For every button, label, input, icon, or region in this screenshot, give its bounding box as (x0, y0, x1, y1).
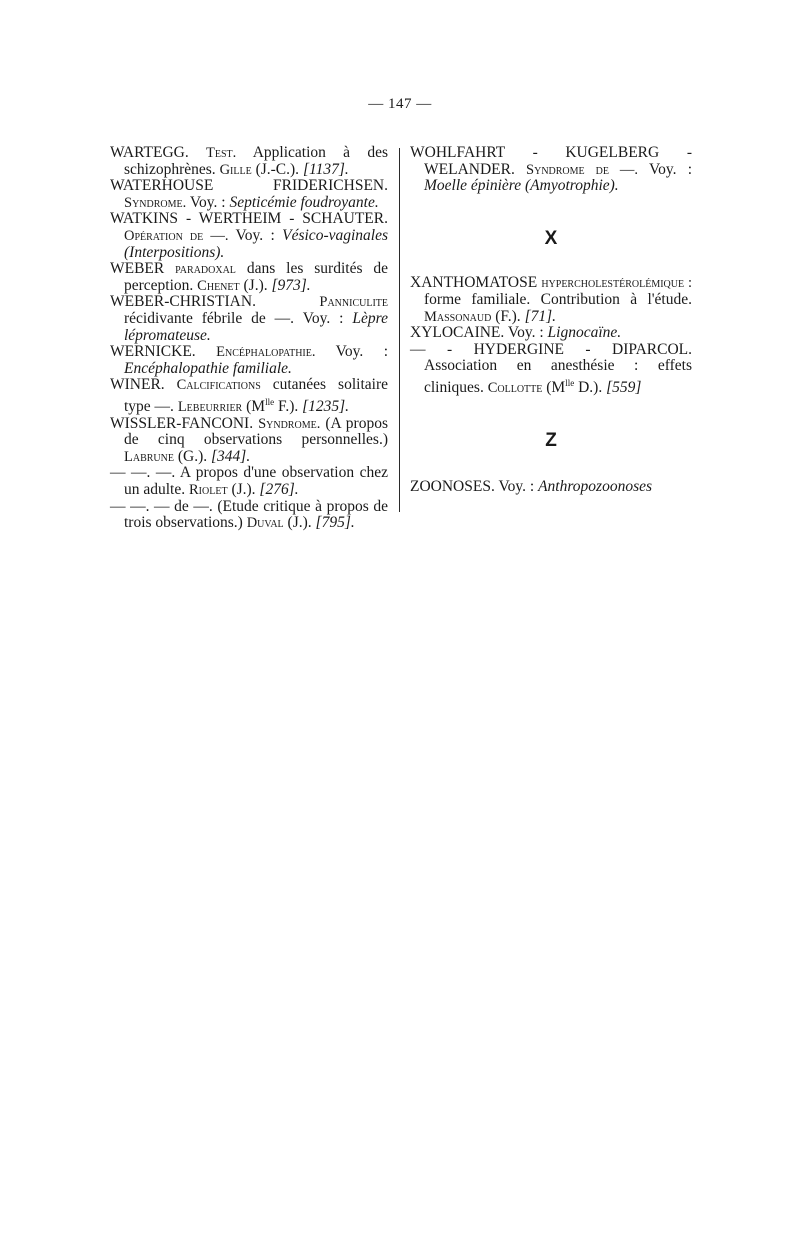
entry-voy: Voy. : (302, 309, 344, 327)
right-column (410, 145, 692, 496)
entry-author: Lebeurrier (177, 399, 243, 416)
entry-see-also: Moelle épinière (Amyotrophie). (424, 177, 619, 195)
index-entry-zoonoses (410, 479, 692, 496)
entry-qualifier: Syndrome de —. (526, 161, 639, 178)
column-divider (399, 148, 400, 512)
entry-heading: WARTEGG. (110, 144, 189, 161)
entry-reference: [559] (606, 379, 642, 397)
entry-see-also: Septicémie foudroyante. (229, 193, 379, 211)
entry-qualifier: Encéphalopathie. (216, 344, 316, 361)
index-entry-waterhouse (110, 178, 388, 211)
entry-heading: WEBER-CHRISTIAN. (110, 293, 256, 311)
entry-reference: [344]. (211, 447, 251, 465)
index-subentry (110, 499, 388, 532)
entry-text: (Etude critique à propos de trois observations.) (124, 497, 389, 532)
entry-author: Massonaud (424, 308, 492, 325)
entry-reference: [795]. (315, 514, 355, 532)
entry-text: Application à des schizophrènes. (124, 144, 388, 178)
subentry-dash: — —. — de —. (110, 497, 213, 515)
entry-see-also: Lèpre lépromateuse. (124, 309, 388, 344)
entry-author-initials: (M (546, 379, 566, 397)
entry-qualifier: Panniculite (319, 294, 388, 311)
entry-author-initials: (J.-C.). (255, 160, 300, 178)
entry-heading: WEBER (110, 260, 165, 278)
entry-reference: [71]. (524, 307, 557, 325)
entry-voy: Voy. : (507, 324, 544, 342)
entry-qualifier: Syndrome. (258, 415, 321, 432)
index-entry-watkins (110, 211, 388, 261)
entry-author: Duval (246, 515, 284, 532)
entry-author-initials: (J.). (287, 514, 312, 532)
entry-author-initials: (J.). (243, 276, 268, 294)
entry-reference: [973]. (271, 276, 311, 294)
entry-text: récidivante fébrile de —. (124, 309, 295, 327)
entry-author-initials-end: F.). (277, 398, 299, 416)
entry-author: Riolet (189, 482, 228, 499)
entry-see-also: Vésico-vaginales (Interpositions). (124, 226, 389, 261)
entry-heading: WOHLFAHRT - KUGELBERG - WELANDER. (410, 144, 692, 178)
entry-qualifier: Syndrome. (124, 194, 187, 211)
entry-text: forme familiale. Contribution à l'étude. (424, 290, 692, 308)
section-letter-z: Z (545, 429, 557, 451)
entry-author: Chenet (197, 277, 240, 294)
entry-author-superscript: lle (565, 377, 575, 388)
index-entry-wohlfahrt (410, 145, 692, 195)
entry-heading: XYLOCAINE. (410, 324, 505, 342)
index-entry-wernicke (110, 344, 388, 377)
entry-text: cutanées solitaire type —. (124, 376, 388, 416)
subentry-dash: — - (410, 340, 453, 358)
entry-qualifier: paradoxal (175, 261, 236, 278)
entry-qualifier: Calcifications (176, 377, 261, 394)
index-entry-xylocaine (410, 325, 692, 342)
entry-voy: Voy. : (235, 226, 275, 244)
entry-author: Labrune (124, 448, 174, 465)
left-column (110, 145, 388, 532)
index-entry-weber-christian (110, 294, 388, 344)
index-subentry (110, 465, 388, 498)
entry-reference: [1235]. (302, 398, 350, 416)
entry-qualifier: hypercholestérolémique : (541, 275, 692, 292)
entry-author: Gille (219, 161, 252, 178)
entry-author-initials: (M (246, 398, 266, 416)
entry-text: (A propos de cinq observations personnelles.) (124, 414, 388, 449)
entry-text: Association en anesthésie : effets cliniques. (424, 357, 692, 397)
section-letter-x: X (544, 227, 558, 249)
entry-heading: WINER. (110, 376, 165, 394)
entry-author-initials-end: D.). (578, 379, 603, 397)
entry-qualifier: Test. (206, 145, 237, 161)
entry-voy: Voy. : (189, 193, 226, 211)
subentry-dash: — —. —. (110, 464, 176, 482)
index-entry-wartegg (110, 145, 388, 178)
entry-author-superscript: lle (265, 396, 275, 407)
index-subentry-hydergine (410, 342, 692, 397)
entry-see-also: Encéphalopathie familiale. (124, 359, 292, 377)
entry-author-initials: (F.). (495, 307, 521, 325)
index-entry-wissler-fanconi (110, 416, 388, 466)
entry-author-initials: (J.). (231, 481, 256, 499)
entry-author-initials: (G.). (177, 447, 208, 465)
entry-author: Collotte (487, 380, 543, 397)
entry-heading: WERNICKE. (110, 343, 196, 361)
page-number: — 147 — (368, 96, 432, 112)
entry-heading: WISSLER-FANCONI. (110, 414, 254, 432)
entry-heading: WATKINS - WERTHEIM - SCHAUTER. (110, 210, 388, 228)
entry-text: A propos d'une observation chez un adulte. (124, 464, 388, 499)
index-entry-xanthomatose (410, 275, 692, 325)
entry-text: dans les surdités de perception. (124, 260, 389, 294)
entry-heading: WATERHOUSE FRIDERICHSEN. (110, 177, 388, 195)
entry-heading: XANTHOMATOSE (410, 274, 538, 292)
entry-reference: [1137]. (302, 160, 349, 178)
entry-voy: Voy. : (335, 343, 389, 361)
entry-voy: Voy. : (648, 160, 693, 178)
index-entry-winer (110, 377, 388, 415)
entry-see-also: Lignocaïne. (547, 324, 622, 342)
index-entry-weber (110, 261, 388, 294)
entry-voy: Voy. : (498, 478, 535, 496)
entry-see-also: Anthropozoonoses (538, 478, 653, 496)
entry-qualifier: Opération de —. (124, 227, 229, 244)
entry-reference: [276]. (259, 481, 299, 499)
entry-heading: HYDERGINE - DIPARCOL. (473, 340, 693, 358)
entry-heading: ZOONOSES. (410, 478, 495, 496)
